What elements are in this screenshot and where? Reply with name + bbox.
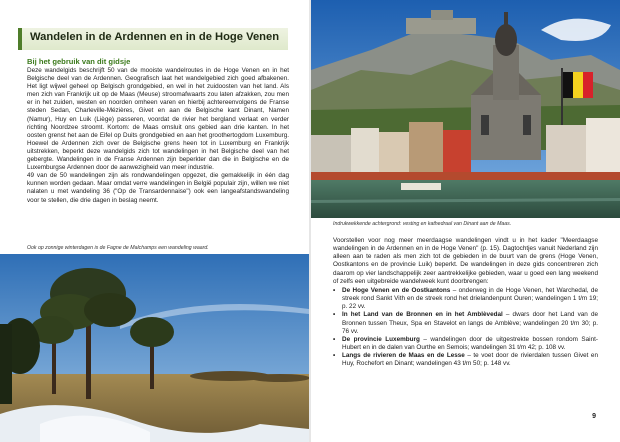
page-number: 9 [592,413,596,420]
region-list-item: • De Hoge Venen en de Oostkantons – onderweg in de Hoge Venen, het Warchedal, de streek rond Sankt Vith en de streek rond het drielandenpunt Ouren; wandelingen 1 t/m 19; p. 22 vv. [333,286,598,311]
region-name: De provincie Luxemburg [342,335,420,343]
intro-body-text [27,67,289,205]
region-list-item: • Langs de rivieren de Maas en de Lesse – te voet door de rivierdalen tussen Givet en Huy, Rochefort en Dinant; wandelingen 43 t/m 50; p. 148 vv. [333,352,598,368]
intro-paragraph-2: 49 van de 50 wandelingen zijn als rondwandelingen opgezet, die gemakkelijk in één dag kunnen worden gedaan. Maar omdat verre wandelingen in België populair zijn, willen we niet nalaten u met wandeling 36 ("Op de Transardennaise") ook een langeafstandswandeling voor te stellen, die drie dagen in beslag neemt. [27,172,289,204]
dinant-citadel-photo [311,0,620,218]
region-name: De Hoge Venen en de Oostkantons [342,286,451,294]
walks-body-text [333,237,598,369]
intro-paragraph-1: Deze wandelgids beschrijft 50 van de mooiste wandelroutes in de Hoge Venen en in het Belgische deel van de Ardennen. Geografisch laat het wandelgebied zich goed afbakenen. Het ligt wijwel geheel op Belgisch grondgebied, en wel in het zuidoosten van het land. Als men zich van Frankrijk uit op de Maas (Meuse) stroomafwaarts zou laten afzakken, zou men er in het zuiden, westen en noorden omheen varen en hierbij achtereenvolgens de Franse steden Sedan, Charleville-Mézières, Givet en aan de Belgische kant Dinant, Namen (Namur), Huy en Luik (Liège) passeren, voordat de rivier het bergland verlaat en verder richting Noordzee stroomt. Kortom: de Maas omsluit ons gebied aan drie kanten. In het oosten grenst het aan de Eifel op Duits grondgebied en aan het groothertogdom Luxemburg. Hoewel de Ardennen zich over de Belgische grens heen tot in Luxemburg en Frankrijk uitstrekken, beperkt deze wandelgids zich tot wandelingen in het Belgische deel van het gebergte. Wandelingen in de Franse Ardennen zijn beperkter dan die in Belgische en de Luxemburgse Ardennen door de aanwezigheid van meer industrie. [27,67,289,172]
winter-landscape-photo [0,254,309,442]
region-description: – onderweg in de Hoge Venen, het Warchedal, de streek rond Sankt Vith en de streek rond het drielandenpunt Ouren; wandelingen 1 t/m 19; p. 22 vv. [342,286,598,311]
region-description: – wandelingen door de uitgestrekte bossen rondom Saint-Hubert en in de dalen van Ourthe en Semois; wandelingen 31 t/m 42; p. 108 vv. [342,335,598,352]
region-list-item: • De provincie Luxemburg – wandelingen door de uitgestrekte bossen rondom Saint-Hubert en in de dalen van Ourthe en Semois; wandelingen 31 t/m 42; p. 108 vv. [333,335,598,352]
winter-photo-caption: Ook op zonnige winterdagen is de Fagne de Malchamps een wandeling waard. [27,245,209,251]
walks-intro-paragraph: Voorstellen voor nog meer meerdaagse wandelingen vindt u in het kader "Meerdaagse wandelingen in de Ardennen en in de Hoge Venen" (p. 15). Dagtochtjes vanuit Nederland zijn alleen aan te raden als men zich tot de gebieden in de buurt van de grens (Hoge Venen, Oostkantons en de provincie Luik) beperkt. De wandelingen in deze gids concentreren zich daarom op vier landschappelijk zeer aantrekkelijke gebieden, waar u goed een lang weekend of zelfs een uitgebreide wandelweek kunt doorbrengen: [333,237,598,285]
region-list [333,287,598,369]
region-name: In het Land van de Bronnen en in het Amblèvedal [342,311,503,319]
chapter-title-band [18,28,288,50]
chapter-title: Wandelen in de Ardennen en in de Hoge Venen [30,31,280,43]
region-name: Langs de rivieren de Maas en de Lesse [342,352,465,360]
section-subheading: Bij het gebruik van dit gidsje [27,57,131,66]
region-description: – dwars door het Land van de Bronnen tussen Theux, Spa en Stavelot en langs de Amblève; wandelingen 20 t/m 30; p. 76 vv. [342,311,598,335]
region-list-item: • In het Land van de Bronnen en in het Amblèvedal – dwars door het Land van de Bronnen tussen Theux, Spa en Stavelot en langs de Amblève; wandelingen 20 t/m 30; p. 76 vv. [333,311,598,335]
dinant-photo-caption: Indrukwekkende achtergrond: vesting en kathedraal van Dinant aan de Maas. [333,221,512,227]
region-description: – te voet door de rivierdalen tussen Givet en Huy, Rochefort en Dinant; wandelingen 43 t/m 50; p. 148 vv. [342,352,598,368]
